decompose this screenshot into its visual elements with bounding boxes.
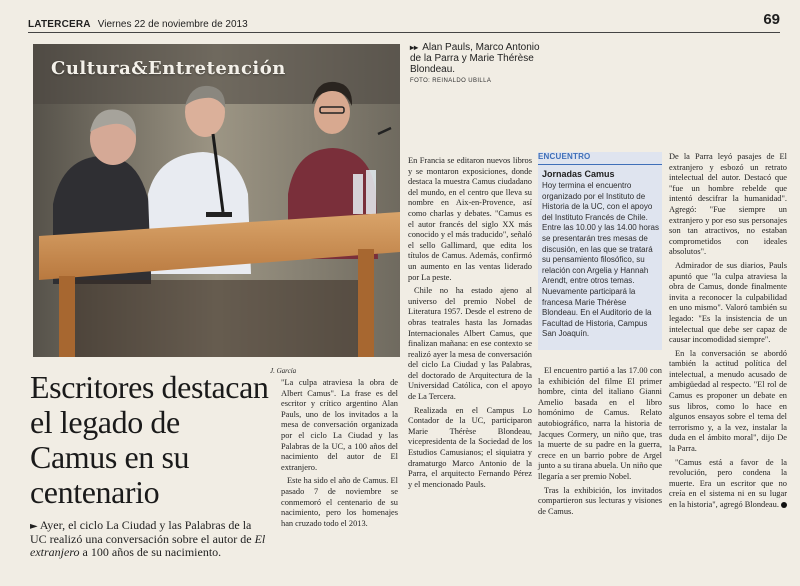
paragraph: Realizada en el Campus Lo Contador de la UC, participaron Marie Thérèse Blondeau, vicepresidenta de la Sociedad de los Estudios Camusianos; el siquiatra y dramaturgo Marco Antonio de la Parra, el arquitecto Fernando Pérez y el mencionado Pauls. [408,405,532,489]
newspaper-brand: LATERCERA [28,19,91,30]
article-photo [33,44,400,357]
issue-date: Viernes 22 de noviembre de 2013 [97,19,248,30]
body-column-4 [669,152,787,514]
paragraph [669,458,787,511]
sidebar-kicker: ENCUENTRO [538,152,591,161]
deck-italic: El extranjero [30,532,266,559]
header-rule [28,32,780,33]
paragraph: El encuentro partió a las 17.00 con la exhibición del filme El primer hombre, cinta del italiano Gianni Amelio basada en el libro homónimo de Camus. Relato autobiográfico, narra la historia de Jacques Cormery, un niño que, tras la muerte de su padre en la guerra, crece en un barrio pobre de Argel junto a su tirana abuela. Un niño que llegaría a ser premio Nobel. [538,366,662,481]
sidebar-title: Jornadas Camus [542,169,615,179]
panel-photo-illustration [33,44,400,357]
paragraph: Chile no ha estado ajeno al universo del premio Nobel de Literatura 1957. Desde el estreno de obras teatrales hasta las Jornadas Internacionales Albert Camus, que finalizan mañana: en ese contexto se realizó ayer la mesa de conversación del ciclo La Ciudad y las Palabras, del doctorado de Arquitectura de la Universidad Católica, con el apoyo de La Tercera. [408,286,532,402]
sidebar-box [538,152,662,350]
page-number: 69 [763,11,780,28]
photo-credit: J. García [270,367,297,375]
sidebar-text: Hoy termina el encuentro organizado por el Instituto de Historia de la UC, con el apoyo del Instituto Francés de Chile. Entre las 10.00 y las 14.00 horas se presentarán tres mesas de discusión, en las que se tratará su pensamiento filosófico, su relación con Argelia y Hannah Arendt, entre otros temas. Nuevamente participará la francesa Marie Thérèse Blondeau. En el Auditorio de la Facultad de Historia, Campus San Joaquín. [542,181,659,339]
headline: Escritores destacan el legado de Camus en su centenario [30,369,269,510]
closing-text: "Camus está a favor de la revolución, pero condena la muerte. Era un escritor que no creía en el sistema ni en su lugar en la historia", agregó Blondeau. [669,457,787,509]
deck-arrow-icon: ► [30,521,38,532]
caption-arrows: ▸▸ [410,43,419,52]
body-column-3 [538,366,662,520]
deck-lead: Ayer, el ciclo La Ciudad y las Palabras de la UC realizó una conversación sobre el autor de [30,518,255,546]
paragraph: En Francia se editaron nuevos libros y se montaron exposiciones, donde destaca la muestra Camus ciudadano del mundo, en el centro que lleva su nombre en Aix-en-Provence, así como charlas y debates. "Camus es el autor francés del siglo XX más conocido y el más traducido", señaló el sello Gallimard, que edita los títulos de Camus. Además, confirmó un aumento en las ventas liderado por La peste. [408,156,532,282]
paragraph: Admirador de sus diarios, Pauls apuntó que "la culpa atraviesa la obra de Camus, donde finalmente invita a reconocer la culpabilidad en uno mismo". Valoró también su legado: "Es la insistencia de un intelectual que debe ser capaz de causar incomodidad siempre". [669,260,787,345]
body-column-1 [281,378,398,532]
section-label: Cultura&Entretención [51,58,286,79]
end-mark-icon [781,502,787,508]
paragraph: De la Parra leyó pasajes de El extranjero y esbozó un retrato intelectual del autor. Destacó que "fue un hombre rebelde que intentó descifrar la humanidad". Agregó: "Fue siempre un extranjero y por eso sus personajes son tan atractivos, no estaban comprometidos con ideales absolutos". [669,152,787,257]
paragraph: Tras la exhibición, los invitados compartieron sus lecturas y visiones de Camus. [538,485,662,516]
paragraph: Este ha sido el año de Camus. El pasado 7 de noviembre se conmemoró el centenario de su nacimiento, pero los homenajes han cruzado todo el 2013. [281,476,398,528]
sidebar-rule [538,164,662,165]
paragraph: En la conversación se abordó también la actitud política del intelectual, a menudo acusado de ambigüedad al respecto. "El rol de Camus es proponer un debate en sus libros, como lo hace en algunos ensayos sobre el tema del terrorismo y, a la vez, instalar la duda en el ámbito moral", dijo De la Parra. [669,348,787,454]
deck-tail: a 100 años de su nacimiento. [79,545,222,559]
paragraph: "La culpa atraviesa la obra de Albert Camus". La frase es del escritor y crítico argentino Alan Pauls, uno de los invitados a la mesa de conversación organizada por el ciclo La Ciudad y las Palabras de la UC, a 100 años del nacimiento del autor de El extranjero. [281,378,398,472]
deck [30,519,270,559]
photo-caption [410,42,550,84]
caption-credit: FOTO: REINALDO UBILLA [410,78,492,84]
caption-text: Alan Pauls, Marco Antonio de la Parra y Marie Thérèse Blondeau. [410,42,540,75]
body-column-2 [408,156,532,493]
